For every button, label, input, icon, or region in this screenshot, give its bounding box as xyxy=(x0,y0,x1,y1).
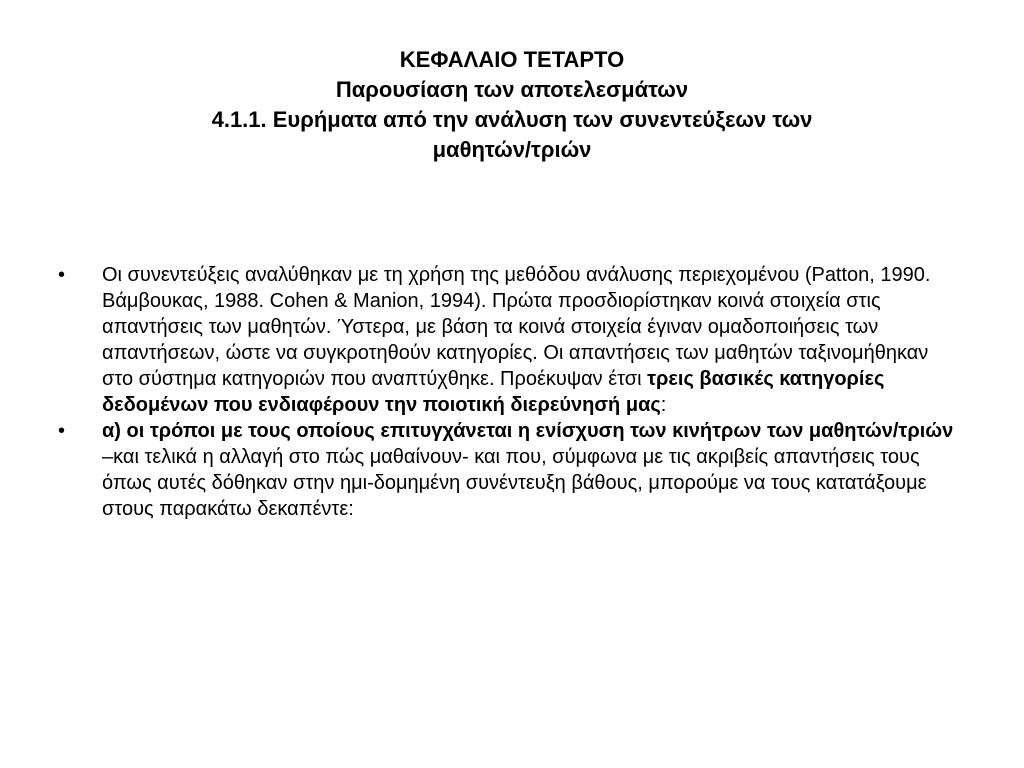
bullet-1-tail: : xyxy=(660,394,667,416)
bullet-text xyxy=(102,264,930,416)
chapter-heading: ΚΕΦΑΛΑΙΟ ΤΕΤΑΡΤΟ xyxy=(399,47,625,72)
bullet-1-bold: τρεις βασικές κατηγορίες δεδομένων που ενδιαφέρουν την ποιοτική διερεύνησή μας xyxy=(102,368,885,416)
bullet-item-1 xyxy=(58,262,958,418)
bullet-list xyxy=(58,262,958,522)
bullet-text xyxy=(102,420,953,520)
bullet-2-bold: α) οι τρόποι με τους οποίους επιτυγχάνεται η ενίσχυση των κινήτρων των μαθητών/τριών xyxy=(102,420,954,442)
bullet-marker: • xyxy=(58,264,66,286)
bullet-1-text: Οι συνεντεύξεις αναλύθηκαν με τη χρήση της μεθόδου ανάλυσης περιεχομένου (Patton, 1990. Βάμβουκας, 1988. Cohen & Manion, 1994). Πρώτα προσδιορίστηκαν κοινά στοιχεία στις απαντήσεις των μαθητών. Ύστερα, με βάση τα κοινά στοιχεία έγιναν ομαδοποιήσεις των απαντήσεων, ώστε να συγκροτηθούν κατηγορίες. Οι απαντήσεις των μαθητών ταξινομήθηκαν στο σύστημα κατηγοριών που αναπτύχθηκε. Προέκυψαν έτσι xyxy=(102,264,931,390)
bullet-item-2 xyxy=(58,418,958,522)
section-heading: Παρουσίαση των αποτελεσμάτων xyxy=(335,77,689,102)
bullet-marker: • xyxy=(58,420,66,442)
subsection-heading-line1: 4.1.1. Ευρήματα από την ανάλυση των συνεντεύξεων των xyxy=(211,107,813,132)
slide-title xyxy=(80,45,944,165)
subsection-heading-line2: μαθητών/τριών xyxy=(432,137,592,162)
bullet-2-text: –και τελικά η αλλαγή στο πώς μαθαίνουν- και που, σύμφωνα με τις ακριβείς απαντήσεις τους όπως αυτές δόθηκαν στην ημι-δομημένη συνέντευξη βάθους, μπορούμε να τους κατατάξουμε στους παρακάτω δεκαπέντε: xyxy=(102,446,927,520)
